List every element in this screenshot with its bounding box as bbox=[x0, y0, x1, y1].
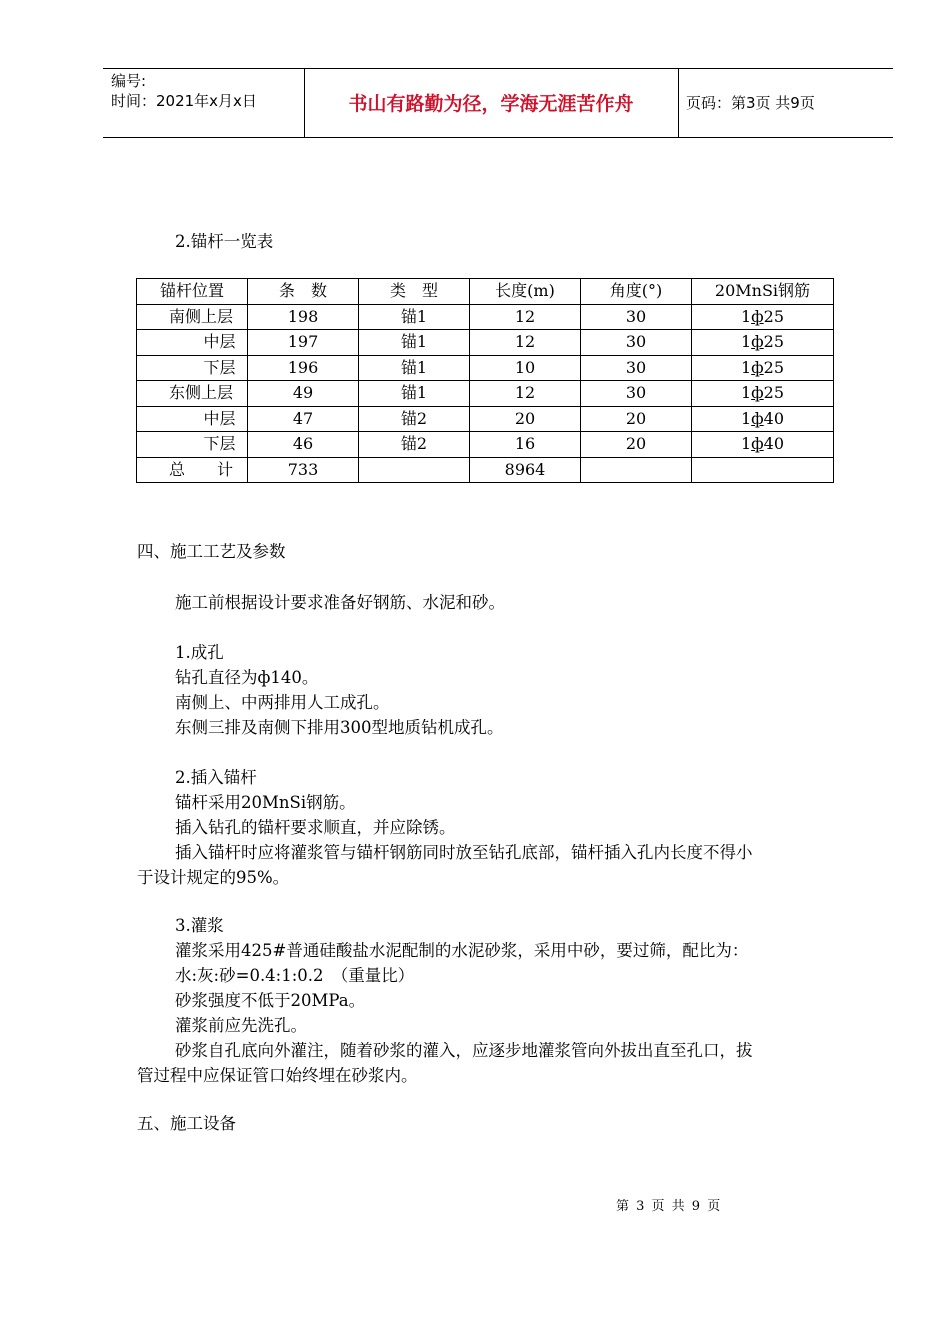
header-page-info: 页码：第3页 共9页 bbox=[686, 94, 815, 112]
s3-line: 管过程中应保证管口始终埋在砂浆内。 bbox=[137, 1066, 418, 1085]
cell-count: 196 bbox=[248, 355, 359, 381]
page-footer: 第 3 页 共 9 页 bbox=[616, 1199, 721, 1214]
cell-type: 锚2 bbox=[359, 432, 470, 458]
s3-line: 灌浆前应先洗孔。 bbox=[175, 1016, 307, 1035]
rebar-diameter: 25 bbox=[763, 383, 785, 403]
cell-type: 锚1 bbox=[359, 355, 470, 381]
cell-type: 锚2 bbox=[359, 406, 470, 432]
s1-line: 东侧三排及南侧下排用300型地质钻机成孔。 bbox=[175, 718, 504, 737]
total-type bbox=[359, 457, 470, 483]
s2-line: 于设计规定的95%。 bbox=[137, 868, 290, 887]
header-length: 长度(m) bbox=[470, 279, 581, 305]
rebar-prefix: 1 bbox=[740, 408, 752, 428]
cell-length: 16 bbox=[470, 432, 581, 458]
header-type: 类 型 bbox=[359, 279, 470, 305]
cell-length: 12 bbox=[470, 304, 581, 330]
s2-line: 插入钻孔的锚杆要求顺直，并应除锈。 bbox=[175, 818, 456, 837]
rebar-symbol: ф bbox=[751, 383, 764, 403]
cell-rebar bbox=[692, 330, 834, 356]
rebar-diameter: 25 bbox=[763, 306, 785, 326]
header-motto: 书山有路勤为径，学海无涯苦作舟 bbox=[348, 93, 634, 115]
table-header-row bbox=[137, 279, 834, 305]
anchor-table bbox=[136, 278, 834, 483]
s1-line: 南侧上、中两排用人工成孔。 bbox=[175, 693, 390, 712]
header-count: 条 数 bbox=[248, 279, 359, 305]
rebar-symbol: ф bbox=[751, 306, 764, 326]
page-header bbox=[103, 68, 893, 138]
rebar-symbol: ф bbox=[751, 357, 764, 377]
s3-line: 水:灰:砂=0.4:1:0.2 （重量比） bbox=[175, 966, 415, 985]
rebar-diameter: 25 bbox=[763, 357, 785, 377]
s3-line: 砂浆自孔底向外灌注，随着砂浆的灌入，应逐步地灌浆管向外拔出直至孔口，拔 bbox=[175, 1041, 753, 1060]
rebar-symbol: ф bbox=[751, 408, 764, 428]
rebar-diameter: 25 bbox=[763, 332, 785, 352]
table-row bbox=[137, 330, 834, 356]
table-total-row bbox=[137, 457, 834, 483]
table-row bbox=[137, 406, 834, 432]
cell-length: 12 bbox=[470, 330, 581, 356]
table-title: 2.锚杆一览表 bbox=[175, 232, 274, 251]
cell-rebar bbox=[692, 432, 834, 458]
rebar-symbol: ф bbox=[751, 332, 764, 352]
section4-intro: 施工前根据设计要求准备好钢筋、水泥和砂。 bbox=[175, 593, 505, 612]
total-rebar bbox=[692, 457, 834, 483]
cell-angle: 20 bbox=[581, 406, 692, 432]
total-label: 总 计 bbox=[137, 457, 248, 483]
total-count: 733 bbox=[248, 457, 359, 483]
time-label: 时间：2021年x月x日 bbox=[111, 92, 257, 110]
cell-length: 10 bbox=[470, 355, 581, 381]
cell-rebar bbox=[692, 381, 834, 407]
table-row bbox=[137, 432, 834, 458]
rebar-prefix: 1 bbox=[740, 434, 752, 454]
cell-count: 47 bbox=[248, 406, 359, 432]
total-length: 8964 bbox=[470, 457, 581, 483]
cell-count: 46 bbox=[248, 432, 359, 458]
s3-line: 砂浆强度不低于20MPa。 bbox=[175, 991, 366, 1010]
cell-angle: 20 bbox=[581, 432, 692, 458]
cell-length: 20 bbox=[470, 406, 581, 432]
cell-type: 锚1 bbox=[359, 304, 470, 330]
header-position: 锚杆位置 bbox=[137, 279, 248, 305]
cell-rebar bbox=[692, 355, 834, 381]
header-rebar: 20MnSi钢筋 bbox=[692, 279, 834, 305]
table-row bbox=[137, 304, 834, 330]
cell-count: 198 bbox=[248, 304, 359, 330]
cell-position: 南侧上层 bbox=[137, 304, 248, 330]
s1-title: 1.成孔 bbox=[175, 643, 224, 662]
cell-count: 49 bbox=[248, 381, 359, 407]
cell-rebar bbox=[692, 406, 834, 432]
header-meta bbox=[111, 71, 257, 111]
cell-length: 12 bbox=[470, 381, 581, 407]
rebar-diameter: 40 bbox=[763, 408, 785, 428]
rebar-prefix: 1 bbox=[740, 383, 752, 403]
s2-title: 2.插入锚杆 bbox=[175, 768, 257, 787]
table-row bbox=[137, 355, 834, 381]
rebar-diameter: 40 bbox=[763, 434, 785, 454]
cell-position: 中层 bbox=[137, 406, 248, 432]
s3-line: 灌浆采用425#普通硅酸盐水泥配制的水泥砂浆，采用中砂，要过筛，配比为： bbox=[175, 941, 749, 960]
s1-line: 钻孔直径为ф140。 bbox=[175, 668, 319, 687]
cell-type: 锚1 bbox=[359, 381, 470, 407]
header-angle: 角度(°) bbox=[581, 279, 692, 305]
cell-angle: 30 bbox=[581, 304, 692, 330]
cell-angle: 30 bbox=[581, 330, 692, 356]
s2-line: 锚杆采用20MnSi钢筋。 bbox=[175, 793, 356, 812]
section4-heading: 四、施工工艺及参数 bbox=[137, 542, 286, 561]
s2-line: 插入锚杆时应将灌浆管与锚杆钢筋同时放至钻孔底部，锚杆插入孔内长度不得小 bbox=[175, 843, 753, 862]
cell-type: 锚1 bbox=[359, 330, 470, 356]
rebar-prefix: 1 bbox=[740, 306, 752, 326]
cell-angle: 30 bbox=[581, 381, 692, 407]
cell-count: 197 bbox=[248, 330, 359, 356]
rebar-prefix: 1 bbox=[740, 332, 752, 352]
header-divider-right bbox=[678, 69, 679, 137]
cell-position: 中层 bbox=[137, 330, 248, 356]
cell-position: 东侧上层 bbox=[137, 381, 248, 407]
s3-title: 3.灌浆 bbox=[175, 916, 224, 935]
number-label: 编号: bbox=[111, 72, 147, 90]
cell-angle: 30 bbox=[581, 355, 692, 381]
section5-heading: 五、施工设备 bbox=[137, 1114, 236, 1133]
rebar-symbol: ф bbox=[751, 434, 764, 454]
total-angle bbox=[581, 457, 692, 483]
cell-position: 下层 bbox=[137, 355, 248, 381]
cell-position: 下层 bbox=[137, 432, 248, 458]
cell-rebar bbox=[692, 304, 834, 330]
rebar-prefix: 1 bbox=[740, 357, 752, 377]
table-row bbox=[137, 381, 834, 407]
